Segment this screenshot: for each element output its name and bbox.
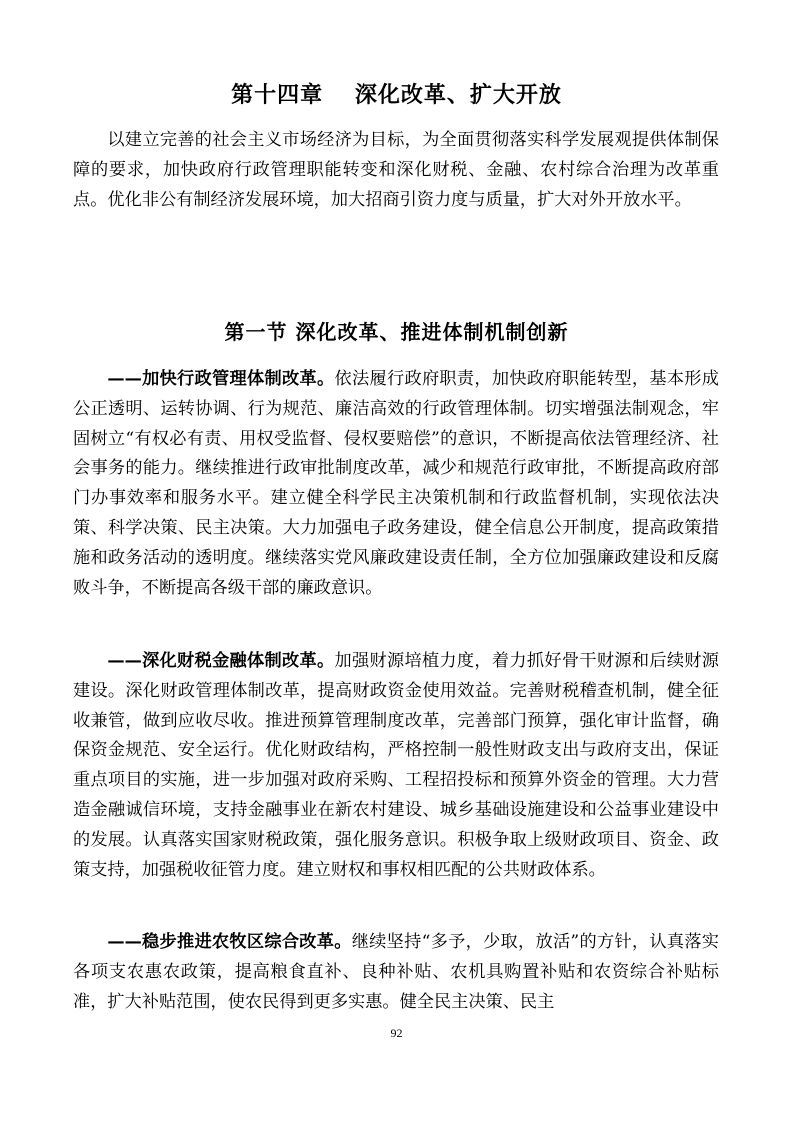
paragraph-body: 继续坚持“多予，少取，放活”的方针，认真落实各项支农惠农政策，提高粮食直补、良种补贴、农机具购置补贴和农资综合补贴标准，扩大补贴范围，使农民得到更多实惠。健全民主决策、民主 bbox=[73, 932, 719, 1012]
paragraph-admin-reform bbox=[73, 365, 719, 603]
page-number: 92 bbox=[390, 1026, 403, 1040]
section-title: 第一节 深化改革、推进体制机制创新 bbox=[224, 320, 569, 344]
paragraph-lead-heading: ——稳步推进农牧区综合改革。 bbox=[107, 932, 352, 952]
paragraph-body: 依法履行政府职责，加快政府职能转型，基本形成公正透明、运转协调、行为规范、廉洁高效的行政管理体制。切实增强法制观念，牢固树立“有权必有责、用权受监督、侵权要赔偿”的意识，不断提高依法管理经济、社会事务的能力。继续推进行政审批制度改革，减少和规范行政审批，不断提高政府部门办事效率和服务水平。建立健全科学民主决策机制和行政监督机制，实现依法决策、科学决策、民主决策。大力加强电子政务建设，健全信息公开制度，提高政策措施和政务活动的透明度。继续落实党风廉政建设责任制，全方位加强廉政建设和反腐败斗争，不断提高各级干部的廉政意识。 bbox=[73, 369, 719, 598]
chapter-title: 第十四章 深化改革、扩大开放 bbox=[231, 83, 562, 108]
paragraph-lead-heading: ——深化财税金融体制改革。 bbox=[107, 651, 335, 671]
paragraph-lead-heading: ——加快行政管理体制改革。 bbox=[107, 369, 335, 389]
paragraph-fiscal-reform bbox=[73, 647, 719, 885]
paragraph-body: 加强财源培植力度，着力抓好骨干财源和后续财源建设。深化财政管理体制改革，提高财政资金使用效益。完善财税稽查机制，健全征收兼管，做到应收尽收。推进预算管理制度改革，完善部门预算，强化审计监督，确保资金规范、安全运行。优化财政结构，严格控制一般性财政支出与政府支出，保证重点项目的实施，进一步加强对政府采购、工程招投标和预算外资金的管理。大力营造金融诚信环境，支持金融事业在新农村建设、城乡基础设施建设和公益事业建设中的发展。认真落实国家财税政策，强化服务意识。积极争取上级财政项目、资金、政策支持，加强税收征管力度。建立财权和事权相匹配的公共财政体系。 bbox=[73, 651, 719, 880]
paragraph-rural-reform bbox=[73, 928, 719, 1017]
chapter-intro-paragraph: 以建立完善的社会主义市场经济为目标，为全面贯彻落实科学发展观提供体制保障的要求，加快政府行政管理职能转变和深化财税、金融、农村综合治理为改革重点。优化非公有制经济发展环境，加大招商引资力度与质量，扩大对外开放水平。 bbox=[73, 130, 719, 210]
